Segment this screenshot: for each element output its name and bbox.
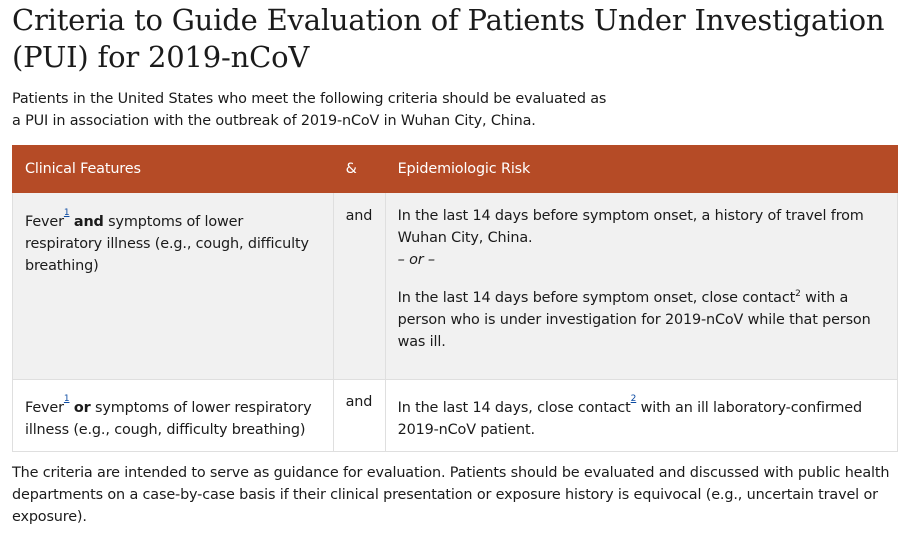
symptoms-text: symptoms of lower respiratory illness (e.g., cough, difficulty breathing) bbox=[25, 399, 312, 438]
clinical-cell bbox=[13, 380, 334, 452]
clinical-cell bbox=[13, 193, 334, 380]
or-separator: – or – bbox=[397, 252, 435, 268]
criteria-table bbox=[12, 145, 898, 452]
footnote-2: 2 bbox=[795, 289, 801, 300]
conjunction-and: and bbox=[73, 213, 104, 230]
epi-cell bbox=[385, 193, 897, 380]
epi-contact-text: In the last 14 days before symptom onset, close contact bbox=[397, 290, 796, 306]
header-ampersand: & bbox=[333, 146, 385, 193]
page-title: Criteria to Guide Evaluation of Patients Under Investigation (PUI) for 2019-nCoV bbox=[12, 3, 885, 74]
intro-paragraph: Patients in the United States who meet the following criteria should be evaluated as a PUI in association with the outbreak of 2019-nCoV in Wuhan City, China. bbox=[12, 91, 607, 129]
conjunction-or: or bbox=[73, 399, 91, 416]
epi-contact-text-end: with a person who is under investigation for 2019-nCoV while that person was ill. bbox=[397, 290, 871, 350]
epi-contact-text-end: with an ill laboratory-confirmed 2019-nCoV patient. bbox=[397, 399, 862, 438]
footnote-link-1[interactable]: 1 bbox=[63, 208, 70, 218]
epi-travel-text: In the last 14 days before symptom onset, a history of travel from Wuhan City, China. bbox=[397, 208, 864, 246]
fever-text: Fever bbox=[25, 399, 64, 416]
symptoms-text: symptoms of lower respiratory illness (e.g., cough, difficulty breathing) bbox=[25, 213, 309, 274]
table-row bbox=[13, 380, 898, 452]
header-epidemiologic-risk: Epidemiologic Risk bbox=[385, 146, 897, 193]
footnote-link-1[interactable]: 1 bbox=[63, 394, 70, 404]
link-cell: and bbox=[333, 380, 385, 452]
fever-text: Fever bbox=[25, 213, 64, 230]
link-cell: and bbox=[333, 193, 385, 380]
epi-contact-text: In the last 14 days, close contact bbox=[397, 399, 631, 416]
footer-paragraph: The criteria are intended to serve as guidance for evaluation. Patients should be evaluated and discussed with public health departments on a case-by-case basis if their clinical presentation or exposure history is equivocal (e.g., uncertain travel or exposure). bbox=[12, 465, 890, 525]
table-header-row bbox=[13, 146, 898, 193]
table-row bbox=[13, 193, 898, 380]
header-clinical-features: Clinical Features bbox=[13, 146, 334, 193]
epi-cell bbox=[385, 380, 897, 452]
footnote-link-2[interactable]: 2 bbox=[630, 394, 637, 404]
